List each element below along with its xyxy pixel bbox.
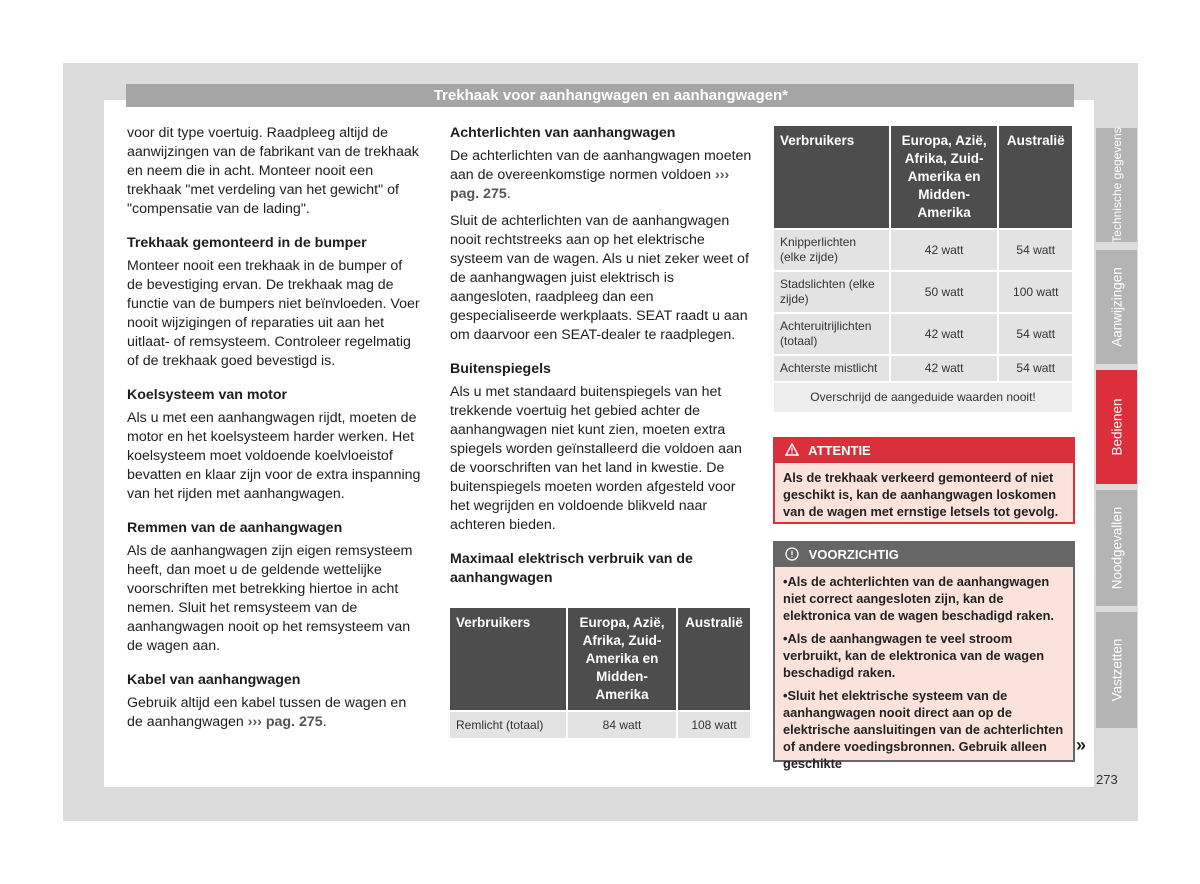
column-middle bbox=[450, 124, 752, 592]
continue-arrow-icon: » bbox=[1076, 735, 1087, 755]
table-cell: 108 watt bbox=[678, 712, 750, 738]
heading-brakes: Remmen van de aanhangwagen bbox=[127, 520, 343, 536]
section-header: Trekhaak voor aanhangwagen en aanhangwagen* bbox=[126, 84, 1074, 107]
table-cell: Achterste mistlicht bbox=[774, 356, 889, 381]
heading-cooling: Koelsysteem van motor bbox=[127, 387, 288, 403]
side-tab-instructions[interactable]: Aanwijzingen bbox=[1096, 250, 1137, 364]
table-cell: 54 watt bbox=[999, 230, 1072, 270]
list-item: • Als de achterlichten van de aanhangwagen niet correct aangesloten zijn, kan de elektronica van de wagen beschadigd raken. bbox=[783, 573, 1065, 624]
table-cell: 54 watt bbox=[999, 356, 1072, 381]
page-number: 273 bbox=[1096, 772, 1118, 787]
paragraph-bumper: Monteer nooit een trekhaak in de bumper of de bevestiging ervan. De trekhaak mag de functie van de bumpers niet beïnvloeden. Voer nooit wijzigingen of reparaties uit aan het uitlaat- of remsysteem. Controleer regelmatig of de trekhaak goed bevestigd is. bbox=[127, 258, 420, 369]
warning-triangle-icon bbox=[785, 443, 808, 458]
table-cell: 42 watt bbox=[891, 314, 998, 354]
heading-mirrors: Buitenspiegels bbox=[450, 361, 551, 377]
paragraph-taillights-connect: Sluit de achterlichten van de aanhangwagen nooit rechtstreeks aan op het elektrische systeem van de wagen. Als u niet zeker weet of de aanhangwagen juist elektrisch is aangesloten, raadpleeg dan een gespecialiseerde werkplaats. SEAT raadt u aan om daarvoor een SEAT-dealer te raadplegen. bbox=[450, 213, 749, 343]
caution-box bbox=[773, 541, 1075, 771]
caution-list bbox=[775, 567, 1073, 772]
side-tab-emergencies[interactable]: Noodgevallen bbox=[1096, 490, 1137, 606]
table-cell: Stadslichten (elke zijde) bbox=[774, 272, 889, 312]
side-tab-operate[interactable]: Bedienen bbox=[1096, 370, 1137, 484]
table-header: Verbruikers bbox=[774, 126, 889, 228]
table-header: Europa, Azië, Afrika, Zuid-Amerika en Midden-Amerika bbox=[568, 608, 676, 710]
paragraph-taillights bbox=[450, 147, 752, 204]
paragraph-mirrors: Als u met standaard buitenspiegels van het trekkende voertuig het gebied achter de aanhangwagen niet kunt zien, moeten extra spiegels worden geïnstalleerd die voldoen aan de voorschriften van het land in kwestie. De buitenspiegels moeten worden afgesteld voor het wegrijden en voldoende blikveld naar achteren bieden. bbox=[450, 384, 742, 533]
table-cell: 84 watt bbox=[568, 712, 676, 738]
table-cell: Knipperlichten (elke zijde) bbox=[774, 230, 889, 270]
caution-circle-icon bbox=[785, 547, 809, 562]
table-cell: 50 watt bbox=[891, 272, 998, 312]
sentence-end: . bbox=[322, 714, 327, 730]
caution-header bbox=[775, 543, 1073, 567]
column-left bbox=[127, 124, 421, 740]
consumption-table-lights bbox=[772, 124, 1074, 414]
table-note: Overschrijd de aangeduide waarden nooit! bbox=[774, 383, 1072, 412]
list-item: • Als de aanhangwagen te veel stroom verbruikt, kan de elektronica van de wagen beschadigd raken. bbox=[783, 630, 1065, 681]
cable-text: Gebruik altijd een kabel tussen de wagen en de aanhangwagen bbox=[127, 695, 407, 730]
heading-bumper: Trekhaak gemonteerd in de bumper bbox=[127, 235, 367, 251]
heading-cable: Kabel van aanhangwagen bbox=[127, 672, 301, 688]
table-cell: 42 watt bbox=[891, 356, 998, 381]
table-row bbox=[774, 314, 1072, 354]
page-ref-link[interactable]: ››› pag. 275 bbox=[450, 167, 730, 202]
consumption-table-brake bbox=[448, 606, 752, 740]
warning-title: ATTENTIE bbox=[808, 443, 871, 458]
table-header: Australië bbox=[999, 126, 1072, 228]
warning-box bbox=[773, 437, 1075, 524]
heading-max-consumption: Maximaal elektrisch verbruik van de aanhangwagen bbox=[450, 551, 693, 586]
caution-title: VOORZICHTIG bbox=[808, 547, 899, 562]
warning-text: Als de trekhaak verkeerd gemonteerd of niet geschikt is, kan de aanhangwagen loskomen van de wagen met ernstige letsels tot gevolg. bbox=[783, 470, 1059, 519]
paragraph-cable bbox=[127, 694, 421, 732]
table-row bbox=[774, 230, 1072, 270]
table-row bbox=[450, 712, 750, 738]
table-header: Europa, Azië, Afrika, Zuid-Amerika en Midden-Amerika bbox=[891, 126, 998, 228]
list-item: • Sluit het elektrische systeem van de aanhangwagen nooit direct aan op de elektrische aansluitingen van de achterlichten of andere voedingsbronnen. Gebruik alleen geschikte bbox=[783, 687, 1065, 772]
intro-paragraph: voor dit type voertuig. Raadpleeg altijd de aanwijzingen van de fabrikant van de trekhaak en neem die in acht. Monteer nooit een trekhaak "met verdeling van het gewicht" of "compensatie van de lading". bbox=[127, 125, 419, 217]
table-row bbox=[774, 272, 1072, 312]
table-row bbox=[774, 383, 1072, 412]
paragraph-brakes: Als de aanhangwagen zijn eigen remsysteem heeft, dan moet u de geldende wettelijke voorschriften met betrekking hiertoe in acht nemen. Sluit het remsysteem van de aanhangwagen nooit op het remsysteem van de wagen aan. bbox=[127, 543, 413, 654]
taillights-text: De achterlichten van de aanhangwagen moeten aan de overeenkomstige normen voldoen bbox=[450, 148, 752, 183]
warning-header bbox=[775, 439, 1073, 463]
side-tab-technical-data[interactable]: Technische gegevens bbox=[1096, 128, 1137, 242]
heading-taillights: Achterlichten van aanhangwagen bbox=[450, 125, 676, 141]
table-cell: 100 watt bbox=[999, 272, 1072, 312]
page-ref-link[interactable]: ››› pag. 275 bbox=[247, 714, 323, 730]
table-cell: Achteruitrijlichten (totaal) bbox=[774, 314, 889, 354]
table-cell: Remlicht (totaal) bbox=[450, 712, 566, 738]
table-header: Verbruikers bbox=[450, 608, 566, 710]
paragraph-cooling: Als u met een aanhangwagen rijdt, moeten de motor en het koelsysteem harder werken. Het koelsysteem moet voldoende koelvloeistof bevatten en klaar zijn voor de extra inspanning van het rijden met aanhangwagen. bbox=[127, 410, 421, 502]
table-row bbox=[774, 356, 1072, 381]
table-cell: 54 watt bbox=[999, 314, 1072, 354]
table-cell: 42 watt bbox=[891, 230, 998, 270]
table-header: Australië bbox=[678, 608, 750, 710]
side-tab-mounting[interactable]: Vastzetten bbox=[1096, 612, 1137, 728]
sentence-end: . bbox=[506, 186, 511, 202]
